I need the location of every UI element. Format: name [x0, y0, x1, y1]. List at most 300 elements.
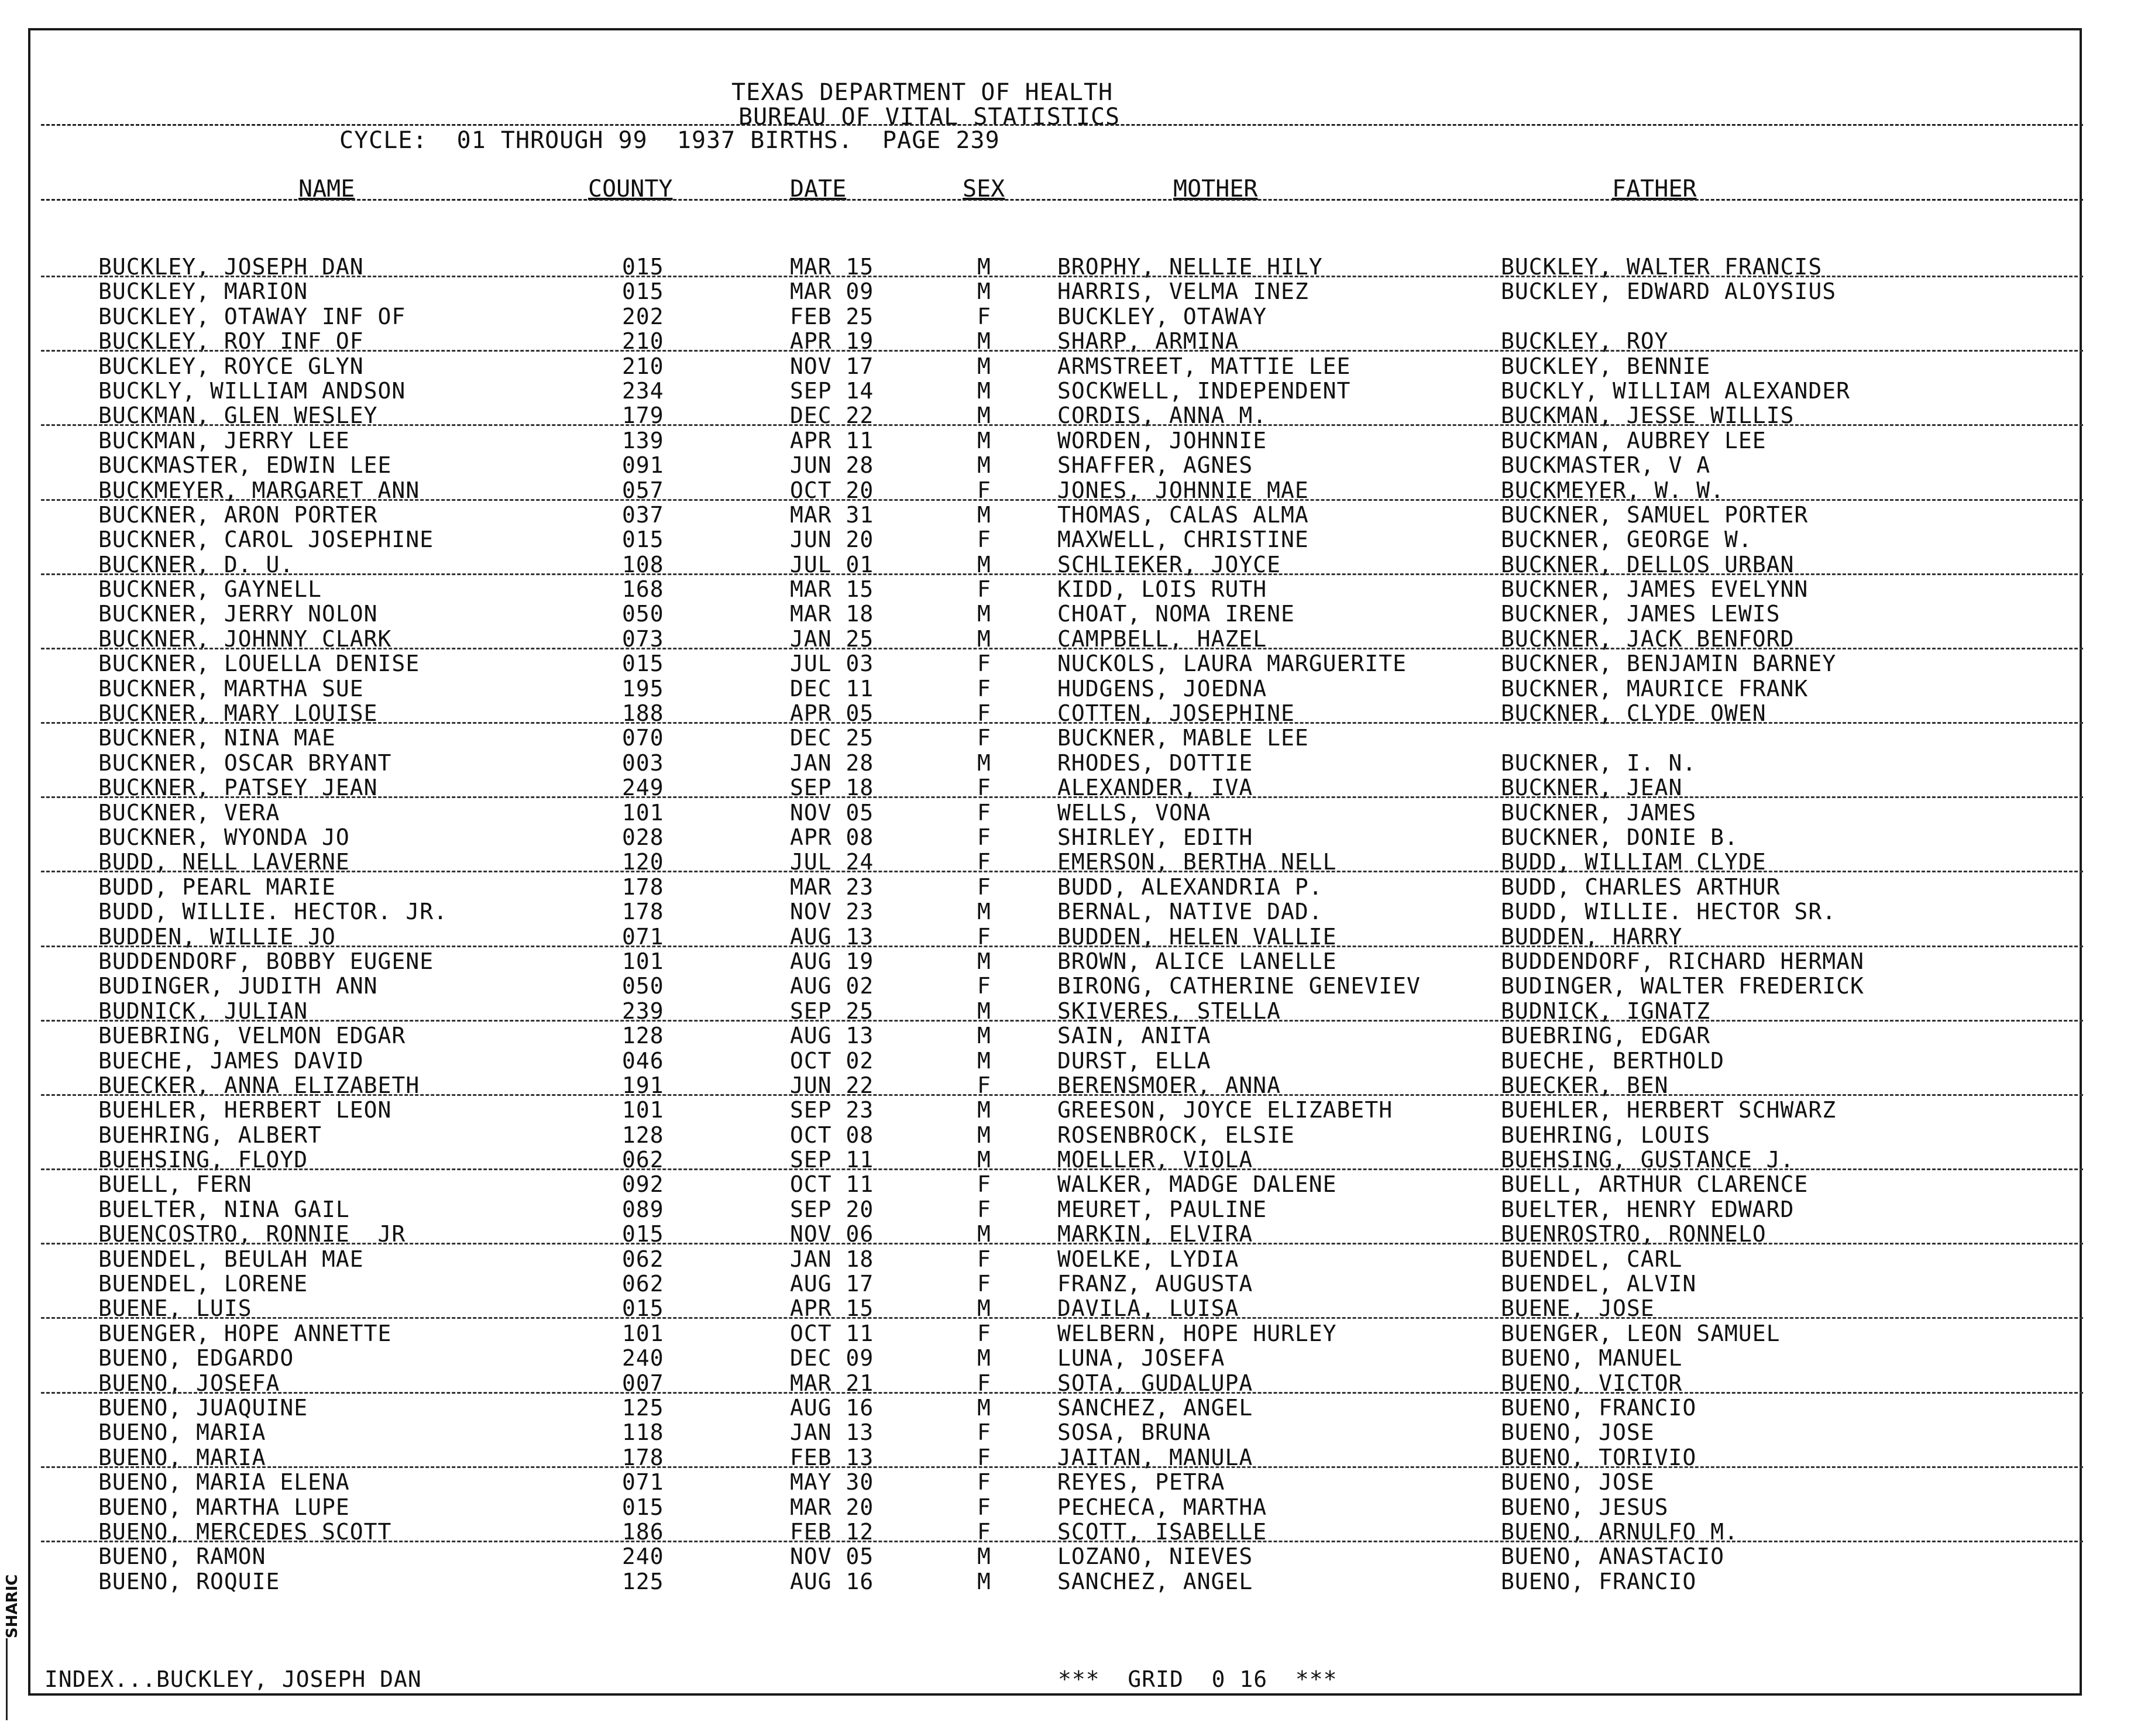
- table-row: [0, 503, 2141, 527]
- cell-name: BUCKNER, CAROL JOSEPHINE: [98, 527, 434, 553]
- cell-county: 050: [622, 973, 664, 999]
- cell-date: APR 19: [790, 328, 874, 355]
- cell-father: BUENO, MANUEL: [1501, 1345, 1683, 1371]
- cell-county: 178: [622, 899, 664, 925]
- cell-mother: KIDD, LOIS RUTH: [1057, 576, 1267, 603]
- cell-father: BUENO, ANASTACIO: [1501, 1544, 1725, 1570]
- cell-sex: F: [977, 1196, 991, 1222]
- cell-county: 179: [622, 403, 664, 429]
- cell-date: JAN 28: [790, 750, 874, 776]
- cell-county: 234: [622, 377, 664, 404]
- cell-father: BUDNICK, IGNATZ: [1501, 998, 1711, 1024]
- cell-mother: BUCKNER, MABLE LEE: [1057, 725, 1309, 751]
- cell-name: BUCKNER, LOUELLA DENISE: [98, 651, 420, 677]
- cell-mother: BIRONG, CATHERINE GENEVIEV: [1057, 973, 1421, 999]
- cell-name: BUDD, WILLIE. HECTOR. JR.: [98, 899, 448, 925]
- cell-father: BUENO, ARNULFO M.: [1501, 1518, 1738, 1545]
- cell-name: BUDD, PEARL MARIE: [98, 874, 336, 900]
- table-row: [0, 577, 2141, 601]
- cell-father: BUCKLY, WILLIAM ALEXANDER: [1501, 377, 1850, 404]
- cell-mother: WOELKE, LYDIA: [1057, 1246, 1239, 1272]
- cell-date: NOV 06: [790, 1221, 874, 1247]
- table-row: [0, 1495, 2141, 1520]
- cell-mother: SKIVERES, STELLA: [1057, 998, 1281, 1024]
- cell-mother: BROPHY, NELLIE HILY: [1057, 254, 1323, 280]
- cell-date: NOV 05: [790, 1544, 874, 1570]
- cell-mother: REYES, PETRA: [1057, 1469, 1225, 1496]
- cell-name: BUDNICK, JULIAN: [98, 998, 308, 1024]
- cell-name: BUENGER, HOPE ANNETTE: [98, 1320, 392, 1346]
- cell-sex: F: [977, 1494, 991, 1520]
- cell-father: BUENO, JOSE: [1501, 1419, 1655, 1446]
- cell-mother: FRANZ, AUGUSTA: [1057, 1271, 1253, 1297]
- cell-mother: CAMPBELL, HAZEL: [1057, 625, 1267, 652]
- column-header-name: NAME: [298, 176, 355, 202]
- cell-date: FEB 13: [790, 1444, 874, 1470]
- table-row: [0, 1420, 2141, 1445]
- cell-county: 007: [622, 1370, 664, 1396]
- cell-date: JAN 13: [790, 1419, 874, 1446]
- cell-county: 091: [622, 452, 664, 479]
- table-row: [0, 1147, 2141, 1172]
- cell-sex: M: [977, 1295, 991, 1322]
- cell-father: BUENO, VICTOR: [1501, 1370, 1683, 1396]
- cell-county: 210: [622, 353, 664, 379]
- cell-father: BUCKNER, JAMES LEWIS: [1501, 601, 1781, 627]
- cell-name: BUCKNER, GAYNELL: [98, 576, 322, 603]
- cell-name: BUCKMAN, GLEN WESLEY: [98, 403, 378, 429]
- table-row: [0, 751, 2141, 775]
- cell-sex: M: [977, 427, 991, 453]
- cell-county: 062: [622, 1246, 664, 1272]
- cell-father: BUCKNER, JAMES EVELYNN: [1501, 576, 1809, 603]
- cell-sex: M: [977, 1097, 991, 1123]
- cell-date: JUN 28: [790, 452, 874, 479]
- cell-county: 128: [622, 1122, 664, 1148]
- column-header-county: COUNTY: [588, 176, 673, 202]
- cell-date: SEP 20: [790, 1196, 874, 1222]
- cell-sex: M: [977, 1047, 991, 1074]
- table-row: [0, 899, 2141, 924]
- cell-date: SEP 18: [790, 775, 874, 801]
- cell-county: 239: [622, 998, 664, 1024]
- column-header-rule: [41, 199, 2083, 201]
- cell-name: BUENO, MARIA ELENA: [98, 1469, 350, 1496]
- cell-name: BUCKMEYER, MARGARET ANN: [98, 477, 420, 503]
- cell-county: 101: [622, 1097, 664, 1123]
- cell-sex: M: [977, 452, 991, 479]
- table-row: [0, 1271, 2141, 1296]
- cell-sex: F: [977, 923, 991, 950]
- cell-name: BUCKNER, JERRY NOLON: [98, 601, 378, 627]
- cell-county: 015: [622, 1494, 664, 1520]
- cell-name: BUCKLY, WILLIAM ANDSON: [98, 377, 406, 404]
- cell-county: 139: [622, 427, 664, 453]
- cell-mother: SANCHEZ, ANGEL: [1057, 1394, 1253, 1421]
- cell-county: 015: [622, 651, 664, 677]
- table-row: [0, 255, 2141, 279]
- cell-county: 118: [622, 1419, 664, 1446]
- cell-sex: M: [977, 501, 991, 528]
- cell-name: BUCKNER, PATSEY JEAN: [98, 775, 378, 801]
- cell-mother: BUDD, ALEXANDRIA P.: [1057, 874, 1323, 900]
- cell-sex: F: [977, 775, 991, 801]
- cell-father: BUEHSING, GUSTANCE J.: [1501, 1147, 1795, 1173]
- table-row: [0, 1197, 2141, 1222]
- table-row: [0, 627, 2141, 651]
- table-row: [0, 924, 2141, 949]
- cell-father: BUELL, ARTHUR CLARENCE: [1501, 1171, 1809, 1198]
- cell-mother: SOTA, GUDALUPA: [1057, 1370, 1253, 1396]
- cell-date: DEC 25: [790, 725, 874, 751]
- cell-date: MAR 18: [790, 601, 874, 627]
- cell-county: 015: [622, 279, 664, 305]
- cell-date: APR 05: [790, 700, 874, 727]
- cell-date: JUN 22: [790, 1072, 874, 1098]
- cell-county: 062: [622, 1271, 664, 1297]
- cell-sex: M: [977, 254, 991, 280]
- cell-mother: BERENSMOER, ANNA: [1057, 1072, 1281, 1098]
- cell-sex: M: [977, 377, 991, 404]
- cell-date: APR 15: [790, 1295, 874, 1322]
- cell-father: BUCKNER, JAMES: [1501, 799, 1697, 826]
- cell-county: 240: [622, 1345, 664, 1371]
- cell-sex: F: [977, 1419, 991, 1446]
- cell-sex: F: [977, 1271, 991, 1297]
- cell-mother: SCOTT, ISABELLE: [1057, 1518, 1267, 1545]
- cell-name: BUENO, MARTHA LUPE: [98, 1494, 350, 1520]
- cell-father: BUDDEN, HARRY: [1501, 923, 1683, 950]
- table-row: [0, 1049, 2141, 1073]
- cell-sex: M: [977, 1023, 991, 1049]
- cell-father: BUDD, CHARLES ARTHUR: [1501, 874, 1781, 900]
- cell-date: AUG 16: [790, 1568, 874, 1594]
- cell-father: BUCKNER, MAURICE FRANK: [1501, 675, 1809, 702]
- cell-county: 240: [622, 1544, 664, 1570]
- cell-date: SEP 25: [790, 998, 874, 1024]
- cell-name: BUCKLEY, ROYCE GLYN: [98, 353, 364, 379]
- cell-name: BUECHE, JAMES DAVID: [98, 1047, 364, 1074]
- cell-sex: F: [977, 303, 991, 329]
- cell-father: BUDD, WILLIE. HECTOR SR.: [1501, 899, 1837, 925]
- cell-date: DEC 11: [790, 675, 874, 702]
- cell-name: BUENO, MARIA: [98, 1444, 266, 1470]
- cell-father: BUELTER, HENRY EDWARD: [1501, 1196, 1795, 1222]
- table-row: [0, 527, 2141, 552]
- cell-date: JUL 03: [790, 651, 874, 677]
- cell-name: BUCKLEY, JOSEPH DAN: [98, 254, 364, 280]
- cell-mother: MEURET, PAULINE: [1057, 1196, 1267, 1222]
- cell-father: BUENDEL, CARL: [1501, 1246, 1683, 1272]
- cell-sex: M: [977, 750, 991, 776]
- cell-county: 028: [622, 824, 664, 850]
- table-row: [0, 1470, 2141, 1494]
- cell-date: NOV 05: [790, 799, 874, 826]
- table-row: [0, 1544, 2141, 1569]
- cell-father: BUECKER, BEN: [1501, 1072, 1669, 1098]
- cell-mother: WELLS, VONA: [1057, 799, 1211, 826]
- cell-name: BUCKNER, NINA MAE: [98, 725, 336, 751]
- cell-father: BUECHE, BERTHOLD: [1501, 1047, 1725, 1074]
- cell-date: JUL 24: [790, 849, 874, 875]
- cell-father: BUEHLER, HERBERT SCHWARZ: [1501, 1097, 1837, 1123]
- cell-sex: M: [977, 1394, 991, 1421]
- cell-date: FEB 12: [790, 1518, 874, 1545]
- cell-sex: F: [977, 874, 991, 900]
- cell-sex: F: [977, 1518, 991, 1545]
- cell-county: 101: [622, 1320, 664, 1346]
- cell-name: BUECKER, ANNA ELIZABETH: [98, 1072, 420, 1098]
- cell-county: 057: [622, 477, 664, 503]
- cell-date: AUG 19: [790, 948, 874, 974]
- cell-sex: M: [977, 551, 991, 577]
- table-row: [0, 428, 2141, 453]
- table-row: [0, 403, 2141, 428]
- cell-father: BUCKNER, I. N.: [1501, 750, 1697, 776]
- table-row: [0, 949, 2141, 974]
- cell-name: BUENO, EDGARDO: [98, 1345, 294, 1371]
- cell-father: BUCKLEY, WALTER FRANCIS: [1501, 254, 1823, 280]
- cell-date: AUG 02: [790, 973, 874, 999]
- cell-date: SEP 14: [790, 377, 874, 404]
- cell-mother: LUNA, JOSEFA: [1057, 1345, 1225, 1371]
- table-row: [0, 304, 2141, 329]
- cell-county: 071: [622, 1469, 664, 1496]
- cell-mother: SOCKWELL, INDEPENDENT: [1057, 377, 1351, 404]
- cell-mother: CORDIS, ANNA M.: [1057, 403, 1267, 429]
- cell-mother: BUDDEN, HELEN VALLIE: [1057, 923, 1337, 950]
- cell-county: 092: [622, 1171, 664, 1198]
- cell-name: BUEHRING, ALBERT: [98, 1122, 322, 1148]
- cell-date: MAY 30: [790, 1469, 874, 1496]
- cell-county: 168: [622, 576, 664, 603]
- cell-name: BUCKMASTER, EDWIN LEE: [98, 452, 392, 479]
- cycle-line: CYCLE: 01 THROUGH 99 1937 BIRTHS. PAGE 239: [339, 127, 1000, 154]
- cell-sex: M: [977, 1147, 991, 1173]
- cell-sex: F: [977, 849, 991, 875]
- cell-county: 101: [622, 948, 664, 974]
- cell-mother: GREESON, JOYCE ELIZABETH: [1057, 1097, 1393, 1123]
- cell-date: JAN 18: [790, 1246, 874, 1272]
- cell-mother: LOZANO, NIEVES: [1057, 1544, 1253, 1570]
- cell-name: BUEBRING, VELMON EDGAR: [98, 1023, 406, 1049]
- table-row: [0, 775, 2141, 800]
- cell-sex: M: [977, 998, 991, 1024]
- side-mark: SHARIC: [4, 1574, 21, 1638]
- table-row: [0, 1371, 2141, 1395]
- cell-mother: SHIRLEY, EDITH: [1057, 824, 1253, 850]
- cell-county: 191: [622, 1072, 664, 1098]
- table-row: [0, 379, 2141, 403]
- table-row: [0, 1073, 2141, 1098]
- cell-father: BUCKMAN, AUBREY LEE: [1501, 427, 1767, 453]
- cell-county: 062: [622, 1147, 664, 1173]
- cell-mother: BERNAL, NATIVE DAD.: [1057, 899, 1323, 925]
- cell-sex: M: [977, 948, 991, 974]
- column-header-date: DATE: [790, 176, 847, 202]
- cell-father: BUDD, WILLIAM CLYDE: [1501, 849, 1767, 875]
- cell-date: SEP 11: [790, 1147, 874, 1173]
- cell-father: BUDDENDORF, RICHARD HERMAN: [1501, 948, 1864, 974]
- cell-sex: F: [977, 700, 991, 727]
- cell-mother: JAITAN, MANULA: [1057, 1444, 1253, 1470]
- cell-mother: BROWN, ALICE LANELLE: [1057, 948, 1337, 974]
- cell-mother: JONES, JOHNNIE MAE: [1057, 477, 1309, 503]
- cell-mother: WALKER, MADGE DALENE: [1057, 1171, 1337, 1198]
- cell-mother: SCHLIEKER, JOYCE: [1057, 551, 1281, 577]
- cell-name: BUELTER, NINA GAIL: [98, 1196, 350, 1222]
- table-row: [0, 1123, 2141, 1147]
- cell-mother: COTTEN, JOSEPHINE: [1057, 700, 1295, 727]
- cell-date: OCT 02: [790, 1047, 874, 1074]
- table-row: [0, 999, 2141, 1023]
- cell-mother: HUDGENS, JOEDNA: [1057, 675, 1267, 702]
- cell-name: BUELL, FERN: [98, 1171, 252, 1198]
- cell-name: BUCKNER, OSCAR BRYANT: [98, 750, 392, 776]
- cell-sex: M: [977, 601, 991, 627]
- cell-sex: F: [977, 1370, 991, 1396]
- cell-date: NOV 23: [790, 899, 874, 925]
- cell-mother: WELBERN, HOPE HURLEY: [1057, 1320, 1337, 1346]
- table-row: [0, 1321, 2141, 1346]
- cell-father: BUENO, FRANCIO: [1501, 1394, 1697, 1421]
- cell-mother: BUCKLEY, OTAWAY: [1057, 303, 1267, 329]
- cell-date: MAR 09: [790, 279, 874, 305]
- cell-name: BUCKNER, WYONDA JO: [98, 824, 350, 850]
- cell-date: JAN 25: [790, 625, 874, 652]
- table-row: [0, 651, 2141, 676]
- cell-sex: M: [977, 899, 991, 925]
- table-row: [0, 1098, 2141, 1122]
- cell-date: OCT 08: [790, 1122, 874, 1148]
- cell-mother: ARMSTREET, MATTIE LEE: [1057, 353, 1351, 379]
- cell-mother: RHODES, DOTTIE: [1057, 750, 1253, 776]
- table-row: [0, 1296, 2141, 1321]
- table-row: [0, 453, 2141, 477]
- cell-date: SEP 23: [790, 1097, 874, 1123]
- cell-sex: M: [977, 403, 991, 429]
- cell-father: BUCKLEY, ROY: [1501, 328, 1669, 355]
- table-row: [0, 875, 2141, 899]
- cell-name: BUENO, ROQUIE: [98, 1568, 280, 1594]
- cell-date: DEC 22: [790, 403, 874, 429]
- cell-date: MAR 20: [790, 1494, 874, 1520]
- cell-name: BUCKMAN, JERRY LEE: [98, 427, 350, 453]
- cell-county: 089: [622, 1196, 664, 1222]
- cell-date: APR 11: [790, 427, 874, 453]
- cell-mother: WORDEN, JOHNNIE: [1057, 427, 1267, 453]
- cell-mother: SHAFFER, AGNES: [1057, 452, 1253, 479]
- cell-date: NOV 17: [790, 353, 874, 379]
- cell-name: BUCKNER, JOHNNY CLARK: [98, 625, 392, 652]
- cell-name: BUENO, JUAQUINE: [98, 1394, 308, 1421]
- cell-date: MAR 21: [790, 1370, 874, 1396]
- cell-mother: SOSA, BRUNA: [1057, 1419, 1211, 1446]
- cell-sex: M: [977, 1345, 991, 1371]
- cell-mother: DAVILA, LUISA: [1057, 1295, 1239, 1322]
- cell-name: BUENO, MERCEDES SCOTT: [98, 1518, 392, 1545]
- cell-date: OCT 20: [790, 477, 874, 503]
- cell-sex: F: [977, 824, 991, 850]
- cell-sex: F: [977, 477, 991, 503]
- cell-father: BUDINGER, WALTER FREDERICK: [1501, 973, 1864, 999]
- cell-sex: M: [977, 1122, 991, 1148]
- cell-father: BUCKNER, JEAN: [1501, 775, 1683, 801]
- cell-father: BUENGER, LEON SAMUEL: [1501, 1320, 1781, 1346]
- table-row: [0, 1172, 2141, 1197]
- table-row: [0, 701, 2141, 726]
- cell-father: BUEHRING, LOUIS: [1501, 1122, 1711, 1148]
- cell-father: BUENO, FRANCIO: [1501, 1568, 1697, 1594]
- table-row: [0, 726, 2141, 750]
- cell-date: AUG 16: [790, 1394, 874, 1421]
- cell-sex: F: [977, 1246, 991, 1272]
- cell-county: 125: [622, 1568, 664, 1594]
- table-row: [0, 329, 2141, 353]
- cell-name: BUCKNER, MARY LOUISE: [98, 700, 378, 727]
- cell-sex: F: [977, 799, 991, 826]
- cell-date: MAR 23: [790, 874, 874, 900]
- cell-mother: SAIN, ANITA: [1057, 1023, 1211, 1049]
- cell-name: BUCKLEY, MARION: [98, 279, 308, 305]
- cell-sex: F: [977, 1072, 991, 1098]
- cell-county: 071: [622, 923, 664, 950]
- table-row: [0, 478, 2141, 503]
- cell-name: BUDDENDORF, BOBBY EUGENE: [98, 948, 434, 974]
- cell-sex: F: [977, 576, 991, 603]
- cell-father: BUCKLEY, EDWARD ALOYSIUS: [1501, 279, 1837, 305]
- table-row: [0, 552, 2141, 577]
- cell-sex: M: [977, 328, 991, 355]
- table-row: [0, 800, 2141, 825]
- cell-mother: SHARP, ARMINA: [1057, 328, 1239, 355]
- bureau-title: BUREAU OF VITAL STATISTICS: [738, 104, 1121, 130]
- cell-father: BUENDEL, ALVIN: [1501, 1271, 1697, 1297]
- cell-name: BUCKNER, VERA: [98, 799, 280, 826]
- cell-county: 178: [622, 874, 664, 900]
- cell-county: 249: [622, 775, 664, 801]
- cell-mother: PECHECA, MARTHA: [1057, 1494, 1267, 1520]
- cell-county: 186: [622, 1518, 664, 1545]
- cell-name: BUCKNER, MARTHA SUE: [98, 675, 364, 702]
- table-row: [0, 1346, 2141, 1370]
- cell-father: BUCKMASTER, V A: [1501, 452, 1711, 479]
- cell-date: JUL 01: [790, 551, 874, 577]
- cell-name: BUCKNER, D. U.: [98, 551, 294, 577]
- cell-county: 195: [622, 675, 664, 702]
- table-row: [0, 1569, 2141, 1594]
- cell-county: 015: [622, 527, 664, 553]
- cell-county: 120: [622, 849, 664, 875]
- cell-name: BUCKLEY, OTAWAY INF OF: [98, 303, 406, 329]
- cell-county: 015: [622, 1295, 664, 1322]
- cell-sex: F: [977, 973, 991, 999]
- cell-father: BUCKNER, JACK BENFORD: [1501, 625, 1795, 652]
- cell-name: BUCKNER, ARON PORTER: [98, 501, 378, 528]
- cell-date: AUG 17: [790, 1271, 874, 1297]
- table-row: [0, 354, 2141, 379]
- cell-county: 073: [622, 625, 664, 652]
- department-title: TEXAS DEPARTMENT OF HEALTH: [731, 79, 1114, 106]
- cell-county: 202: [622, 303, 664, 329]
- cell-county: 125: [622, 1394, 664, 1421]
- cell-mother: THOMAS, CALAS ALMA: [1057, 501, 1309, 528]
- cell-name: BUDDEN, WILLIE JO: [98, 923, 336, 950]
- cell-name: BUENDEL, BEULAH MAE: [98, 1246, 364, 1272]
- cell-mother: NUCKOLS, LAURA MARGUERITE: [1057, 651, 1407, 677]
- cell-name: BUENO, MARIA: [98, 1419, 266, 1446]
- cell-date: AUG 13: [790, 923, 874, 950]
